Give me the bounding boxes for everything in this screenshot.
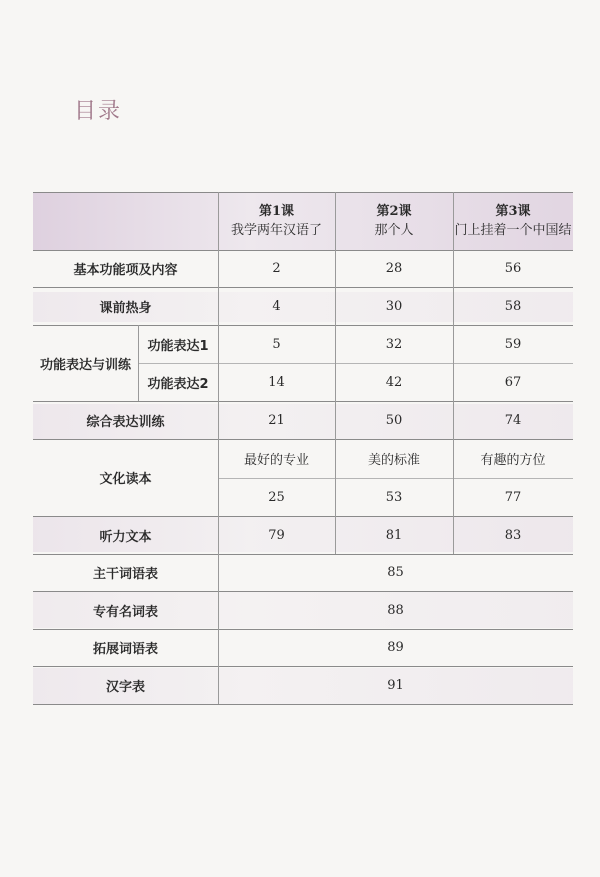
page-number: 5 (272, 336, 281, 352)
row-label-function-1: 功能表达1 (147, 338, 209, 354)
page-number: 91 (387, 677, 404, 693)
page-number: 2 (272, 261, 281, 276)
row-label-proper-nouns: 专有名词表 (92, 604, 158, 620)
culture-topic: 最好的专业 (243, 453, 309, 468)
lesson-title: 我学两年汉语了 (230, 223, 322, 238)
page-number: 25 (268, 489, 285, 505)
lesson-title: 门上挂着一个中国结 (454, 223, 572, 238)
page-title: 目录 (74, 99, 123, 124)
culture-topic: 有趣的方位 (480, 453, 546, 468)
row-label-culture: 文化读本 (99, 472, 152, 487)
page-number: 14 (268, 374, 285, 390)
page-number: 32 (385, 336, 403, 352)
lesson-1-header (218, 192, 335, 250)
row-label-listening: 听力文本 (99, 529, 152, 545)
row-label-extended-vocab: 拓展词语表 (92, 642, 158, 657)
page-number: 4 (272, 298, 281, 314)
lesson-2-header (335, 192, 453, 250)
page-number: 59 (504, 336, 522, 352)
page-number: 74 (504, 412, 522, 428)
culture-topic: 美的标准 (367, 453, 420, 468)
row-label-function-2: 功能表达2 (147, 376, 209, 392)
page-number: 67 (504, 374, 522, 390)
lesson-number: 第3课 (495, 204, 531, 219)
lesson-3-header (453, 192, 573, 250)
page-number: 42 (385, 374, 403, 390)
row-label-main-vocab: 主干词语表 (92, 567, 158, 582)
toc-table (33, 192, 573, 704)
lesson-number: 第1课 (258, 204, 295, 219)
page-number: 50 (385, 412, 403, 428)
page-number: 28 (385, 261, 403, 276)
row-label-characters: 汉字表 (105, 679, 145, 695)
page-number: 21 (268, 412, 285, 428)
page-number: 88 (387, 602, 404, 618)
page-number: 81 (385, 527, 403, 543)
row-label-warmup: 课前热身 (99, 300, 152, 316)
row-label-basic: 基本功能项及内容 (73, 263, 178, 278)
page-number: 83 (504, 527, 522, 543)
page-number: 89 (387, 640, 404, 655)
lesson-number: 第2课 (376, 204, 412, 219)
lesson-title: 那个人 (374, 223, 414, 238)
row-label-comprehensive: 综合表达训练 (86, 414, 165, 430)
page-number: 30 (385, 298, 403, 314)
page-number: 79 (268, 527, 285, 543)
page-number: 53 (385, 489, 403, 505)
page-number: 77 (504, 489, 522, 505)
page-number: 85 (387, 565, 404, 580)
row-label-function: 功能表达与训练 (39, 357, 131, 373)
page-number: 58 (504, 298, 522, 314)
page-number: 56 (504, 261, 522, 276)
